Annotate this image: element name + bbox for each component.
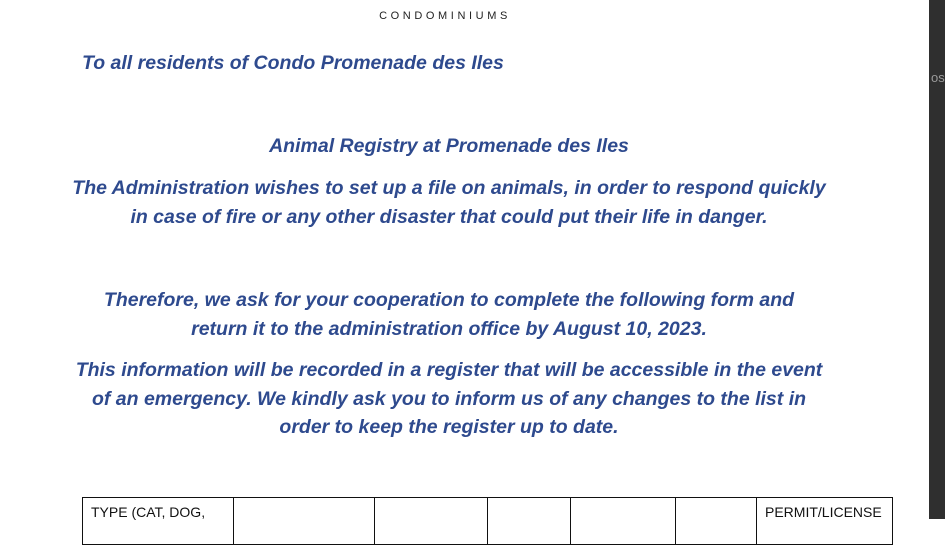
gutter-text: os [931,70,945,85]
table-cell [234,498,375,545]
paragraph-line: in case of fire or any other disaster that could put their life in danger. [130,205,768,228]
paragraph-request [40,286,858,343]
paragraph-line: This information will be recorded in a register that will be accessible in the event [75,359,823,381]
paragraph-line: order to keep the register up to date. [279,416,619,438]
table-header-row [83,498,893,545]
table-cell [571,498,676,545]
table-cell-permit: PERMIT/LICENSE [757,498,893,545]
registry-heading: Animal Registry at Promenade des Iles [269,135,629,157]
table-cell-type: TYPE (CAT, DOG, [83,498,234,545]
window-scroll-gutter[interactable] [929,0,945,519]
animal-registry-form-table [82,497,893,545]
paragraph-register [40,356,858,442]
paragraph-line: Therefore, we ask for your cooperation to complete the following form and [103,289,795,311]
table-cell [488,498,571,545]
condominiums-subtitle: CONDOMINIUMS [379,10,511,22]
table-cell [676,498,757,545]
paragraph-purpose [40,174,858,231]
salutation: To all residents of Condo Promenade des Iles [82,52,504,74]
table-cell [375,498,488,545]
paragraph-line: return it to the administration office by August 10, 2023. [191,317,707,340]
paragraph-line: of an emergency. We kindly ask you to inform us of any changes to the list in [91,387,807,410]
paragraph-line: The Administration wishes to set up a file on animals, in order to respond quickly [72,177,826,199]
